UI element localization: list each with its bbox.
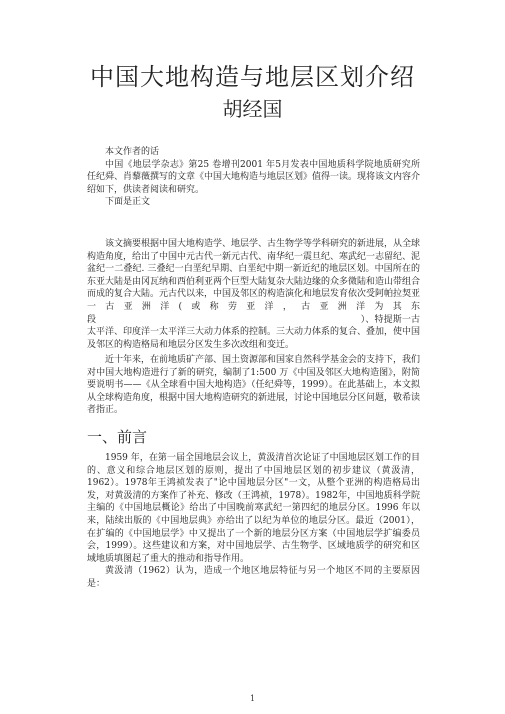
abstract-text: 该文摘要根据中国大地构造学、地层学、古生物学等学科研究的新进展，从全球构造角度，给出了中国中元古代一新元古代、南华纪一震旦纪、寒武纪一志留纪、泥盆纪一二叠纪. 三叠纪一白垩纪早期、白垩纪中期一新近纪的地层区划。中国所在的东亚大陆是由冈瓦纳和西伯利亚两个巨型大陆复杂大陆边缘的众多微陆和造山带组合而成的复合大陆。元古代以来，中国及邻区的构造演化和地层发育依次受阿帕拉契亚一古亚洲洋(或称劳亚洋，古亚洲洋为其东段 ）、特提斯一古太平洋、印度洋一太平洋三大动力体系的控制。三大动力体系的复合、叠加，使中国及邻区的构造格局和地层分区发生多次改组和变迁。	[87, 239, 421, 350]
document-title: 中国大地构造与地层区划介绍	[90, 63, 415, 91]
section1-paragraph-2: 黄汲清（1962）认为，造成一个地区地层特征与另一个地区不同的主要原因是：	[87, 566, 420, 589]
body-label: 下面是正文	[105, 197, 151, 208]
section1-paragraph-1: 1959 年，在第一届全国地层会议上，黄汲清首次论证了中国地层区划工作的目的、意义和综合地层区划的原则，提出了中国地层区划的初步建议（黄汲清，1962）。1978年王鸿祯发表了"论中国地层分区"一文，从整个亚洲的构造格局出发，对黄汲清的方案作了补充、修改（王鸿祯，1978）。1982年，中国地质科学院主编的《中国地层概论》给出了中国晚前寒武纪一第四纪的地层分区。1996 年以来，陆续出版的《中国地层典》亦给出了以纪为单位的地层分区。最近（2001），在扩编的《中国地层学》中又提出了一个新的地层分区方案（中国地层学扩编委员会，1999）。这些建议和方案，对中国地层学、古生物学、区域地质学的研究和区域地质填图起了重大的推动和指导作用。	[87, 453, 420, 564]
intro-section	[87, 354, 420, 417]
section-heading: 一、前言	[87, 428, 148, 446]
document-author: 胡经国	[222, 97, 283, 121]
page-number: 1	[249, 694, 256, 703]
intro-text: 近十年来，在前地质矿产部、国土资源部和国家自然科学基金会的支持下，我们对中国大地构造进行了新的研究，编制了1:500 万《中国及邻区大地构造图》，附简要说明书——《从全球看中国大地构造》（任纪舜等，1999）。在此基础上，本文拟从全球构造角度，根据中国大地构造研究的新进展，讨论中国地层分区问题，敬希读者指正。	[87, 355, 421, 416]
preface-section	[87, 146, 420, 209]
preface-text: 中国《地层学杂志》第25 卷增刊2001 年5月发表中国地质科学院地质研究所任纪舜、肖藜薇撰写的文章《中国大地构造与地层区划》值得一读。现将该文内容介绍如下，供读者阅读和研究。	[87, 159, 421, 195]
abstract-section	[87, 238, 420, 351]
section1-body	[87, 452, 420, 591]
preface-label: 本文作者的话	[105, 147, 160, 157]
